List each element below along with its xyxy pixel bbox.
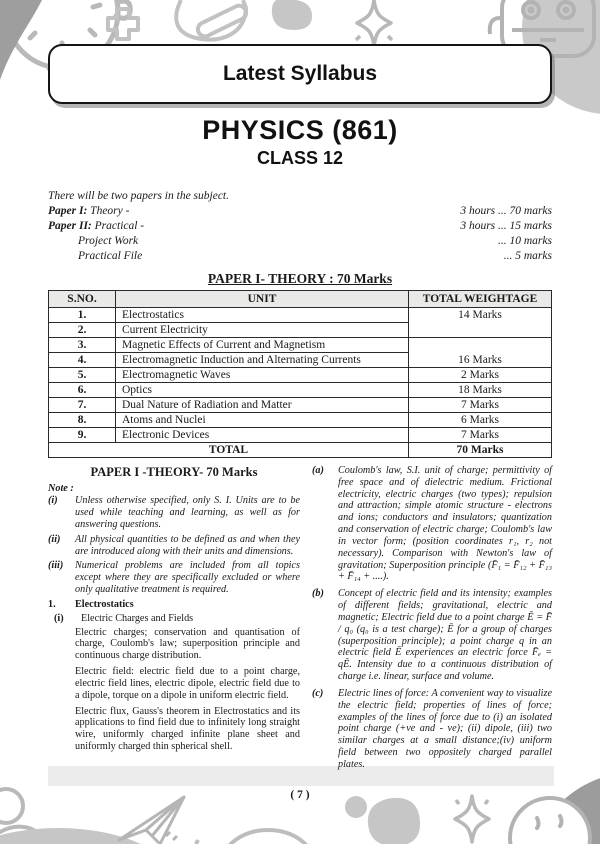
section-heading: 1. Electrostatics bbox=[48, 598, 134, 610]
paper2-text: Practical - bbox=[91, 220, 145, 232]
paper1-text: Theory - bbox=[87, 205, 130, 217]
note-label: Note : bbox=[48, 482, 74, 494]
banner-label: Latest Syllabus bbox=[222, 62, 378, 85]
snail-doodle-icon bbox=[196, 830, 314, 844]
practical-file-marks: ... 5 marks bbox=[503, 250, 552, 262]
page-content bbox=[48, 44, 552, 776]
table-row: 1. Electrostatics 14 Marks bbox=[49, 308, 552, 323]
subsection-heading: (i) Electric Charges and Fields bbox=[54, 612, 194, 624]
paper1-marks: 3 hours ... 70 marks bbox=[460, 205, 552, 217]
right-item-b: (b) Concept of electric field and its intensity; examples of different fields; gravitational, electric and magnetic; Electric field due to a point charge Ē = F̄ / q₀ (q₀ is a test charge); Ē for a group of charges (superposition principle); a point charge q in an electric field Ē experiences an electric force F̄ₑ = qĒ. Intensity due to a continuous distribution of charge i.e. linear, surface and volume. bbox=[312, 588, 552, 683]
table-row: 5. Electromagnetic Waves 2 Marks bbox=[49, 368, 552, 383]
corner-gray-top-left bbox=[0, 0, 42, 80]
banner-box bbox=[48, 44, 552, 104]
pencil-case-doodle-icon bbox=[176, 0, 248, 40]
page-title: PHYSICS (861) bbox=[202, 115, 398, 145]
intro-lead: There will be two papers in the subject. bbox=[48, 190, 230, 202]
right-item-a: (a) Coulomb's law, S.I. unit of charge; permittivity of free space and of dielectric medium. Frictional electricity, electric charges (two types); repulsion and attraction; simple atomic structure - electrons and ions; conductors and insulators; quantization and conservation of electric charge; Coulomb's law in vector form; (position coordinates r₁, r₂ not necessary). Comparison with Newton's law of gravitation; Superposition principle (F̄₁ = F̄₁₂ + F̄₁₃ + F̄₁₄ + ....). bbox=[312, 465, 552, 583]
note-item: (iii) Numerical problems are included from all topics except where they are specifically excluded or where only qualitative treatment is required. bbox=[48, 560, 300, 596]
table-title: PAPER I- THEORY : 70 Marks bbox=[207, 271, 393, 286]
table-header-row bbox=[49, 291, 552, 308]
paper2-label: Paper II: bbox=[48, 220, 92, 232]
sparkle-doodle-bottom-icon bbox=[455, 796, 489, 842]
intro-row-practical-file bbox=[48, 249, 552, 264]
table-row: 8. Atoms and Nuclei 6 Marks bbox=[49, 413, 552, 428]
note-item: (ii) All physical quantities to be defined as and when they are introduced along with their units and dimensions. bbox=[48, 533, 300, 557]
project-work-marks: ... 10 marks bbox=[498, 235, 552, 247]
table-total-row: TOTAL 70 Marks bbox=[49, 443, 552, 458]
table-row: 4. Electromagnetic Induction and Alternating Currents bbox=[49, 353, 552, 368]
right-column bbox=[312, 465, 552, 776]
right-item-c: (c) Electric lines of force: A convenient way to visualize the electric field; properties of lines of force; examples of the lines of force due to (i) an isolated point charge (+ve and - ve); (ii) dipole, (iii) two similar charges at a small distance;(iv) uniform field between two oppositely charged parallel plates. bbox=[312, 687, 552, 770]
page-number: ( 7 ) bbox=[290, 789, 310, 801]
paper2-marks: 3 hours ... 15 marks bbox=[460, 220, 552, 232]
note-item: (i) Unless otherwise specified, only S. I. Units are to be used while teaching and learning, as well as for answering questions. bbox=[48, 495, 300, 530]
syllabus-columns bbox=[48, 465, 552, 776]
header-weightage: TOTAL WEIGHTAGE bbox=[409, 291, 552, 308]
blob-doodle-bottom bbox=[368, 798, 420, 844]
project-work-text: Project Work bbox=[78, 235, 139, 247]
intro-block bbox=[48, 189, 552, 264]
left-column bbox=[48, 465, 300, 776]
header-unit: UNIT bbox=[116, 291, 409, 308]
intro-row-project-work bbox=[48, 234, 552, 249]
weightage-table bbox=[48, 290, 552, 458]
paper1-label: Paper I: bbox=[48, 205, 88, 217]
blob-doodle-top bbox=[272, 0, 312, 30]
table-row: 9. Electronic Devices 7 Marks bbox=[49, 428, 552, 443]
intro-row-paper1 bbox=[48, 204, 552, 219]
table-row: 3. Magnetic Effects of Current and Magnetism 16 Marks bbox=[49, 338, 552, 353]
syllabus-paragraph: Electric field: electric field due to a point charge, electric field lines, electric dipole, electric field due to a dipole, torque on a dipole in uniform electric field. bbox=[75, 666, 300, 701]
sparkle-doodle-icon bbox=[356, 0, 392, 46]
table-row: 6. Optics 18 Marks bbox=[49, 383, 552, 398]
practical-file-text: Practical File bbox=[78, 250, 143, 262]
table-row: 7. Dual Nature of Radiation and Matter 7 Marks bbox=[49, 398, 552, 413]
table-row: 2. Current Electricity bbox=[49, 323, 552, 338]
syllabus-paragraph: Electric charges; conservation and quantisation of charge, Coulomb's law; superposition principle and continuous charge distribution. bbox=[75, 626, 300, 662]
paper-airplane-doodle-icon bbox=[119, 797, 184, 844]
left-column-heading: PAPER I -THEORY- 70 Marks bbox=[90, 465, 258, 479]
header-sno: S.NO. bbox=[49, 291, 116, 308]
page-subtitle: CLASS 12 bbox=[256, 148, 344, 168]
intro-row-paper2 bbox=[48, 219, 552, 234]
syllabus-paragraph: Electric flux, Gauss's theorem in Electrostatics and its applications to find field due to infinitely long straight wire, uniformly charged infinite plane sheet and uniformly charged thin spherical shell. bbox=[75, 705, 300, 753]
